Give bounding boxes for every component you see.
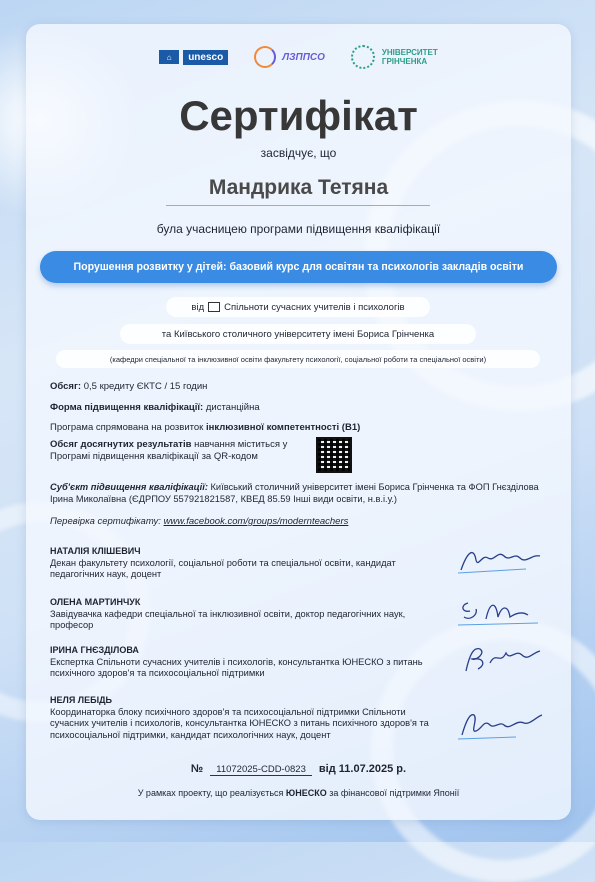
departments-pill: (кафедри спеціальної та інклюзивної освіти факультету психології, соціальної роботи та спеціальної освіти) <box>56 350 540 368</box>
form-line: Форма підвищення кваліфікації: дистанційна <box>50 402 260 413</box>
signatory-name: НАТАЛІЯ КЛІШЕВИЧ <box>50 546 141 556</box>
footer-note: У рамках проекту, що реалізується ЮНЕСКО за фінансової підтримки Японії <box>137 788 460 798</box>
signature-image <box>456 544 546 576</box>
certificate-title: Сертифікат <box>179 92 418 139</box>
course-title-banner: Порушення розвитку у дітей: базовий курс для освітян та психологів закладів освіти <box>40 251 557 283</box>
signatory-title: Експертка Спільноти сучасних учителів і психологів, консультантка ЮНЕСКО з питань психічного здоров'я та психосоціальної підтримки <box>50 656 423 678</box>
logo-bar <box>26 45 571 69</box>
signature-image <box>456 643 546 675</box>
university-pill: та Київського столичного університету імені Бориса Грінченка <box>120 324 476 344</box>
book-icon <box>208 302 220 312</box>
flower-icon <box>351 45 375 69</box>
signatory-block <box>50 597 430 632</box>
signatory-title: Координаторка блоку психічного здоров'я та психосоціальної підтримки Спільноти сучасних учителів і психологів, консультантка ЮНЕСКО з питань психічного здоров'я та психосоціальної підтримки, кандидат психологічних наук, доцент <box>50 706 429 740</box>
verify-link[interactable]: www.facebook.com/groups/modernteachers <box>163 516 349 527</box>
signatory-block <box>50 645 430 680</box>
ring-icon <box>254 46 276 68</box>
signatory-name: ОЛЕНА МАРТИНЧУК <box>50 597 141 607</box>
subject-line: Суб'єкт підвищення кваліфікації: Київський столичний університет імені Бориса Грінченка та ФОП Гнєзділова Ірина Миколаївна (ЄДРПОУ 557921821587, КВЕД 85.59 Інші види освіти, н.в.і.у.) <box>50 482 539 504</box>
results-line: Обсяг досягнутих результатів навчання міститься у Програмі підвищення кваліфікації за QR-кодом <box>50 439 288 462</box>
certificate-number-line: № 11072025-CDD-0823 від 11.07.2025 р. <box>190 763 407 775</box>
program-line: Програма спрямована на розвиток інклюзивної компетентності (В1) <box>50 422 361 433</box>
issuer-pill: від Спільноти сучасних учителів і психологів <box>166 297 430 317</box>
signatory-block <box>50 546 430 581</box>
signatory-name: ІРИНА ГНЄЗДІЛОВА <box>50 645 139 655</box>
recipient-name: Мандрика Тетяна <box>208 176 389 199</box>
recipient-role: була учасницею програми підвищення кваліфікації <box>156 222 441 236</box>
signatory-title: Декан факультету психології, соціальної роботи та спеціальної освіти, кандидат педагогічних наук, доцент <box>50 557 396 579</box>
volume-line: Обсяг: 0,5 кредиту ЄКТС / 15 годин <box>50 381 208 392</box>
signatory-name: НЕЛЯ ЛЕБІДЬ <box>50 695 112 705</box>
l3-logo: ЛЗППСО <box>254 46 325 68</box>
certificate-number: 11072025-CDD-0823 <box>210 764 312 776</box>
certificate-card <box>26 24 571 820</box>
signatory-block <box>50 695 430 741</box>
verify-line: Перевірка сертифікату: www.facebook.com/groups/modernteachers <box>50 516 349 527</box>
unesco-logo: ⌂ unesco <box>159 50 228 65</box>
name-underline <box>166 205 430 206</box>
grinchenko-logo: УНІВЕРСИТЕТ ГРІНЧЕНКА <box>351 45 438 69</box>
signatory-title: Завідувачка кафедри спеціальної та інклюзивної освіти, доктор педагогічних наук, професор <box>50 608 406 630</box>
certificate-subtitle: засвідчує, що <box>260 146 337 160</box>
temple-icon: ⌂ <box>159 50 179 64</box>
signature-image <box>456 595 546 627</box>
qr-code[interactable] <box>316 437 352 473</box>
signature-image <box>456 709 546 741</box>
